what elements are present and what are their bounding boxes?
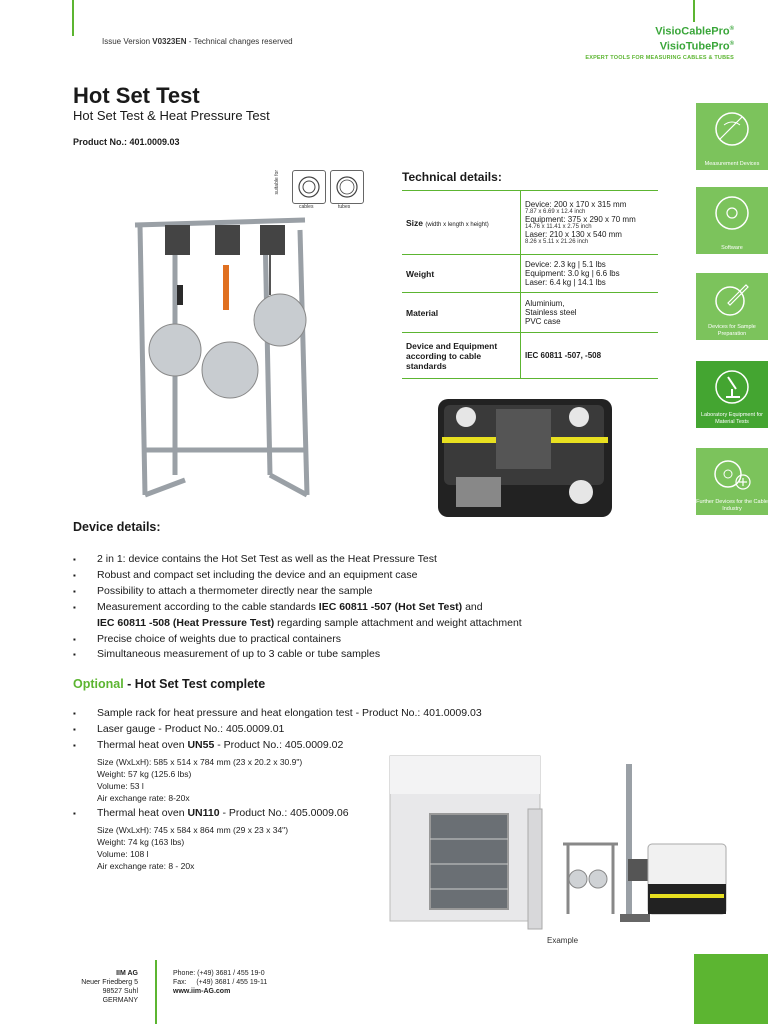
footer-green-block xyxy=(694,954,768,1024)
table-row xyxy=(402,333,658,379)
suitable-label: suitable for xyxy=(274,170,280,195)
cable-icon xyxy=(292,170,326,204)
material-label: Material xyxy=(402,293,521,333)
measurement-icon xyxy=(712,109,752,149)
brand-logo: VisioCablePro® VisioTubePro® xyxy=(655,25,734,53)
oven-example-photo xyxy=(388,744,733,934)
material-values: Aluminium, Stainless steel PVC case xyxy=(521,293,659,333)
list-item: ▪ Laser gauge - Product No.: 405.0009.01 xyxy=(73,722,533,738)
cable-drum-icon xyxy=(712,454,752,494)
list-item: ▪ Robust and compact set including the device and an equipment case xyxy=(73,568,673,584)
device-details-heading: Device details: xyxy=(73,520,161,534)
weight-label: Weight xyxy=(402,255,521,293)
footer-address: IIM AG Neuer Friedberg 5 98527 Suhl GERMANY xyxy=(81,970,138,1004)
list-item: ▪ Measurement according to the cable standards IEC 60811 -507 (Hot Set Test) and IEC 60811 -508 (Heat Pressure Test) regarding sample attachment and weight attachment xyxy=(73,600,673,632)
device-details-list xyxy=(73,552,673,663)
list-item: ▪ Sample rack for heat pressure and heat elongation test - Product No.: 401.0009.03 xyxy=(73,706,533,722)
device-photo xyxy=(125,205,315,505)
tagline: EXPERT TOOLS FOR MEASURING CABLES & TUBES xyxy=(585,55,734,61)
footer-contact: Phone: (+49) 3681 / 455 19-0 Fax: (+49) 3681 / 455 19-11 www.iim-AG.com xyxy=(173,970,268,995)
technical-details-heading: Technical details: xyxy=(402,170,502,184)
tubes-label: tubes xyxy=(338,204,351,210)
table-row xyxy=(402,293,658,333)
knife-icon xyxy=(712,279,752,319)
issue-version: Issue Version V0323EN - Technical changes reserved xyxy=(102,37,293,46)
page-subtitle: Hot Set Test & Heat Pressure Test xyxy=(73,108,270,123)
sidebar-item-laboratory-equipment[interactable]: Laboratory Equipment for Material Tests xyxy=(696,361,768,428)
microscope-icon xyxy=(712,367,752,407)
website-link[interactable]: www.iim-AG.com xyxy=(173,988,231,995)
standards-values: IEC 60811 -507, -508 xyxy=(521,333,659,379)
sidebar-item-sample-preparation[interactable]: Devices for Sample Preparation xyxy=(696,273,768,340)
example-caption: Example xyxy=(547,936,579,945)
header-divider-left xyxy=(72,0,74,36)
equipment-case-photo xyxy=(436,397,614,519)
cd-icon xyxy=(712,193,752,233)
list-item: ▪ 2 in 1: device contains the Hot Set Test as well as the Heat Pressure Test xyxy=(73,552,673,568)
list-item: ▪ Simultaneous measurement of up to 3 cable or tube samples xyxy=(73,647,673,663)
standards-label: Device and Equipment according to cable standards xyxy=(402,333,521,379)
cables-label: cables xyxy=(299,204,314,210)
product-number: Product No.: 401.0009.03 xyxy=(73,137,180,147)
oven1-specs: Size (WxLxH): 585 x 514 x 784 mm (23 x 20.2 x 30.9") Weight: 57 kg (125.6 lbs) Volume: 53 l Air exchange rate: 8-20x xyxy=(97,756,303,803)
page-title: Hot Set Test xyxy=(73,83,200,108)
list-item: ▪ Thermal heat oven UN110 - Product No.: 405.0009.06 Size (WxLxH): 745 x 584 x 864 mm (29 x 23 x 34") Weight: 74 kg (163 lbs) Volume: 108 l Air exchange rate: 8 - 20x xyxy=(73,806,533,872)
optional-heading: Optional - Hot Set Test complete xyxy=(73,677,266,691)
tube-icon xyxy=(330,170,364,204)
list-item: ▪ Precise choice of weights due to practical containers xyxy=(73,632,673,648)
size-values: Device: 200 x 170 x 315 mm 7.87 x 6.69 x 12.4 inch Equipment: 375 x 290 x 70 mm 14.76 x 11.41 x 2.75 inch Laser: 210 x 130 x 540 mm 8.26 x 5.11 x 21.26 inch xyxy=(521,191,659,255)
header-divider-right xyxy=(693,0,695,22)
size-label: Size (width x length x height) xyxy=(402,191,521,255)
footer-divider-left xyxy=(155,960,157,1024)
oven2-specs: Size (WxLxH): 745 x 584 x 864 mm (29 x 23 x 34") Weight: 74 kg (163 lbs) Volume: 108 l Air exchange rate: 8 - 20x xyxy=(97,824,289,871)
list-item: ▪ Possibility to attach a thermometer directly near the sample xyxy=(73,584,673,600)
list-item: ▪ Thermal heat oven UN55 - Product No.: 405.0009.02 Size (WxLxH): 585 x 514 x 784 mm (23 x 20.2 x 30.9") Weight: 57 kg (125.6 lbs) Volume: 53 l Air exchange rate: 8-20x xyxy=(73,738,533,804)
sidebar-item-software[interactable]: Software xyxy=(696,187,768,254)
technical-details-table xyxy=(402,190,658,379)
sidebar-item-further-devices[interactable]: Further Devices for the Cable Industry xyxy=(696,448,768,515)
table-row xyxy=(402,255,658,293)
sidebar-item-measurement-devices[interactable]: Measurement Devices xyxy=(696,103,768,170)
table-row xyxy=(402,191,658,255)
weight-values: Device: 2.3 kg | 5.1 lbs Equipment: 3.0 kg | 6.6 lbs Laser: 6.4 kg | 14.1 lbs xyxy=(521,255,659,293)
